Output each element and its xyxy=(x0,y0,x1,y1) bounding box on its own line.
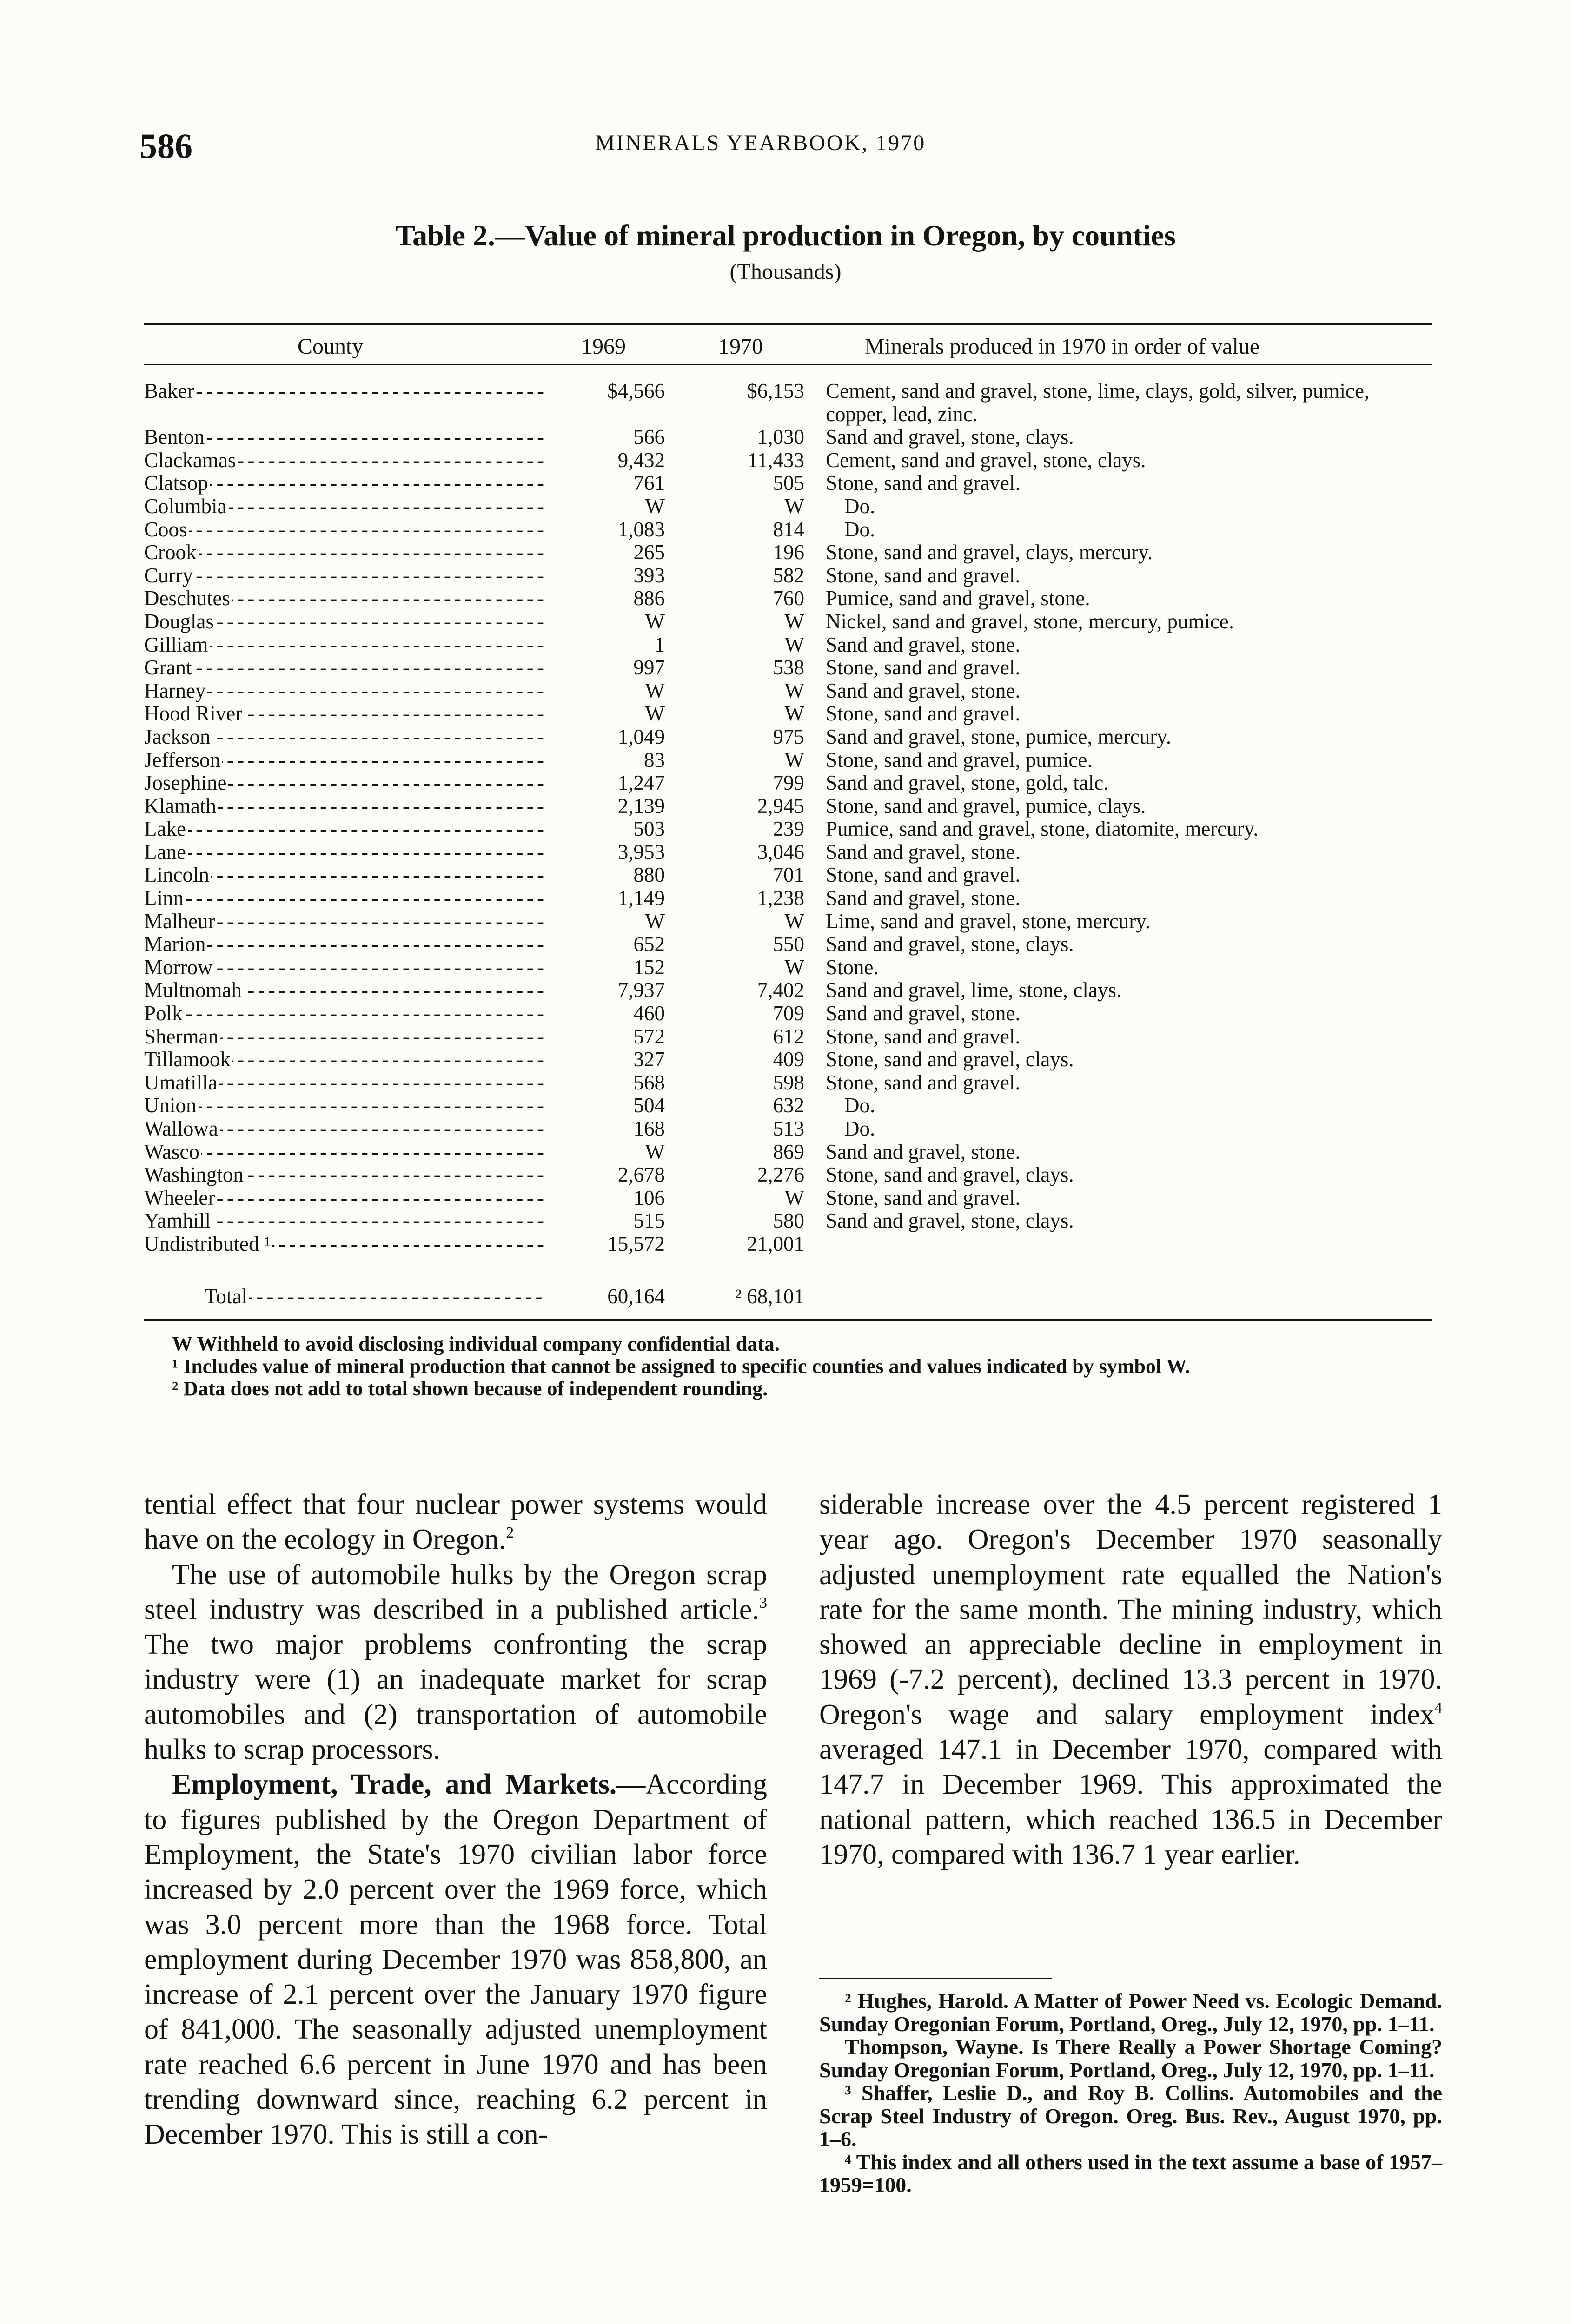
minerals-list: Sand and gravel, stone, clays. xyxy=(826,932,1074,956)
total-label: Total xyxy=(205,1285,249,1308)
page-number: 586 xyxy=(139,127,192,166)
table-row xyxy=(144,795,1432,818)
value-1969: 568 xyxy=(633,1070,665,1094)
minerals-list: Pumice, sand and gravel, stone. xyxy=(826,587,1090,610)
table-row xyxy=(144,541,1432,564)
table-row xyxy=(144,1071,1432,1095)
value-1969: W xyxy=(645,1140,665,1163)
table-bottom-rule xyxy=(144,1319,1432,1321)
county-name: Washington xyxy=(144,1163,245,1186)
table-row xyxy=(144,818,1432,841)
value-1969: 3,953 xyxy=(617,840,665,864)
county-name: Linn xyxy=(144,887,186,910)
county-name: Grant xyxy=(144,656,193,679)
table-header-rule xyxy=(144,364,1432,365)
table-row xyxy=(144,1094,1432,1117)
county-name: Columbia xyxy=(144,495,229,518)
minerals-list: Pumice, sand and gravel, stone, diatomite, mercury. xyxy=(826,817,1259,841)
county-name: Umatilla xyxy=(144,1071,219,1094)
county-name: Polk xyxy=(144,1002,185,1025)
minerals-list: Nickel, sand and gravel, stone, mercury, pumice. xyxy=(826,609,1234,633)
value-1970: W xyxy=(784,702,804,726)
paragraph: siderable increase over the 4.5 percent registered 1 year ago. Oregon's December 1970 seasonally adjusted unemployment rate equalled the Nation's rate for the same month. The mining industry, which showed an appreciable decline in employment in 1969 (-7.2 percent), declined 13.3 percent in 1970. Oregon's wage and salary employment index$^4$ averaged 147.1 in December 1970, compared with 147.7 in December 1969. This approximated the national pattern, which reached 136.5 in December 1970, compared with 136.7 1 year earlier. xyxy=(819,1489,1442,1870)
table-row xyxy=(144,933,1432,956)
paragraph: The use of automobile hulks by the Oregon scrap steel industry was described in a published article.$^3$ The two major problems confronting the scrap industry were (1) an inadequate market for scrap automobiles and (2) transportation of automobile hulks to scrap processors. xyxy=(144,1558,767,1766)
county-name: Douglas xyxy=(144,610,216,633)
minerals-list: Sand and gravel, stone. xyxy=(826,633,1021,656)
column-header-1969: 1969 xyxy=(581,334,626,359)
table-top-rule xyxy=(144,323,1432,325)
right-column xyxy=(819,1487,1442,1872)
value-1969: 15,572 xyxy=(607,1232,665,1255)
table-row xyxy=(144,1141,1432,1164)
table-row xyxy=(144,749,1432,772)
value-1970: W xyxy=(784,609,804,633)
total-1970: ² 68,101 xyxy=(735,1285,804,1308)
minerals-list: Do. xyxy=(844,494,875,518)
county-name: Coos xyxy=(144,518,189,541)
table-row xyxy=(144,1025,1432,1049)
value-1969: 152 xyxy=(633,955,665,979)
minerals-list: Stone, sand and gravel, pumice, clays. xyxy=(826,794,1146,818)
value-1970: W xyxy=(784,955,804,979)
value-1970: 2,276 xyxy=(757,1163,804,1187)
value-1969: 1,049 xyxy=(617,725,665,748)
value-1970: 975 xyxy=(773,725,804,748)
value-1969: 652 xyxy=(633,932,665,956)
value-1970: 21,001 xyxy=(747,1232,804,1255)
county-name: Benton xyxy=(144,426,206,449)
table-row xyxy=(144,587,1432,610)
footnote-ref: 4 xyxy=(1434,1699,1442,1717)
county-name: Lincoln xyxy=(144,864,211,886)
minerals-list: Sand and gravel, stone. xyxy=(826,840,1021,864)
county-name: Baker xyxy=(144,380,196,403)
value-1970: 701 xyxy=(773,863,804,887)
value-1969: 572 xyxy=(633,1024,665,1048)
county-name: Curry xyxy=(144,564,195,587)
value-1970: 760 xyxy=(773,587,804,610)
value-1969: 566 xyxy=(633,425,665,449)
minerals-list: Sand and gravel, stone, clays. xyxy=(826,425,1074,449)
table-row xyxy=(144,1048,1432,1071)
value-1969: $4,566 xyxy=(607,379,665,403)
county-name: Yamhill xyxy=(144,1209,212,1232)
table-units: (Thousands) xyxy=(729,259,842,284)
footnote: ² Hughes, Harold. A Matter of Power Need vs. Ecologic Demand. Sunday Oregonian Forum, Portland, Oreg., July 12, 1970, pp. 1–11. xyxy=(819,1989,1442,2036)
minerals-list: Sand and gravel, stone. xyxy=(826,1140,1021,1163)
minerals-list: Stone, sand and gravel. xyxy=(826,1024,1021,1048)
county-name: Morrow xyxy=(144,956,214,979)
county-name: Wasco xyxy=(144,1141,201,1163)
minerals-list: Cement, sand and gravel, stone, lime, clays, gold, silver, pumice, copper, lead, zinc. xyxy=(826,379,1370,426)
county-name: Wallowa xyxy=(144,1117,220,1140)
table-footnote: ² Data does not add to total shown because of independent rounding. xyxy=(172,1377,768,1400)
minerals-list: Stone, sand and gravel, clays. xyxy=(826,1163,1074,1187)
value-1970: 580 xyxy=(773,1209,804,1233)
county-name: Jackson xyxy=(144,726,212,748)
value-1970: W xyxy=(784,748,804,772)
table-row xyxy=(144,518,1432,541)
section-heading: Employment, Trade, and Markets. xyxy=(172,1769,617,1801)
value-1970: 2,945 xyxy=(757,794,804,818)
page-footnotes xyxy=(819,1989,1442,2197)
minerals-list: Sand and gravel, stone, pumice, mercury. xyxy=(826,725,1172,748)
county-name: Crook xyxy=(144,541,199,564)
county-name: Klamath xyxy=(144,795,218,818)
table-row xyxy=(144,1187,1432,1210)
value-1970: W xyxy=(784,679,804,702)
value-1970: 196 xyxy=(773,541,804,564)
table-row xyxy=(144,380,1432,426)
county-name: Union xyxy=(144,1094,199,1117)
value-1969: 504 xyxy=(633,1094,665,1117)
minerals-list: Stone, sand and gravel. xyxy=(826,563,1021,587)
county-name: Lake xyxy=(144,818,188,840)
table-row xyxy=(144,1117,1432,1141)
county-name: Tillamook xyxy=(144,1048,232,1071)
minerals-list: Cement, sand and gravel, stone, clays. xyxy=(826,448,1146,472)
value-1970: 11,433 xyxy=(747,448,804,472)
value-1969: W xyxy=(645,702,665,726)
value-1970: 598 xyxy=(773,1070,804,1094)
value-1970: 239 xyxy=(773,817,804,841)
footnote: ⁴ This index and all others used in the text assume a base of 1957–1959=100. xyxy=(819,2150,1442,2197)
value-1970: W xyxy=(784,494,804,518)
table-row xyxy=(144,1233,1432,1256)
value-1970: W xyxy=(784,633,804,656)
table-row xyxy=(144,772,1432,795)
footnote-ref: 2 xyxy=(506,1524,514,1542)
total-row xyxy=(144,1284,1432,1307)
minerals-list: Sand and gravel, stone. xyxy=(826,1002,1021,1025)
value-1970: 869 xyxy=(773,1140,804,1163)
value-1969: 9,432 xyxy=(617,448,665,472)
value-1969: 2,678 xyxy=(617,1163,665,1187)
value-1969: 880 xyxy=(633,863,665,887)
county-name: Gilliam xyxy=(144,634,210,656)
value-1970: 814 xyxy=(773,517,804,541)
minerals-list: Stone, sand and gravel. xyxy=(826,471,1021,495)
column-header-1970: 1970 xyxy=(718,334,763,359)
value-1970: W xyxy=(784,909,804,933)
table-row xyxy=(144,702,1432,726)
value-1970: 538 xyxy=(773,656,804,680)
table-row xyxy=(144,472,1432,495)
table-title: Table 2.—Value of mineral production in Oregon, by counties xyxy=(395,219,1176,252)
county-name: Malheur xyxy=(144,910,217,933)
table-footnote: ¹ Includes value of mineral production that cannot be assigned to specific counties and values indicated by symbol W. xyxy=(172,1355,1190,1378)
minerals-list: Stone. xyxy=(826,955,879,979)
value-1969: 1 xyxy=(654,633,665,656)
minerals-list: Lime, sand and gravel, stone, mercury. xyxy=(826,909,1151,933)
minerals-list: Sand and gravel, stone. xyxy=(826,886,1021,910)
value-1969: 997 xyxy=(633,656,665,680)
county-name: Clackamas xyxy=(144,449,238,472)
county-name: Marion xyxy=(144,933,207,956)
table-row xyxy=(144,495,1432,518)
minerals-list: Stone, sand and gravel, clays. xyxy=(826,1048,1074,1071)
minerals-list: Stone, sand and gravel. xyxy=(826,656,1021,680)
value-1970: 1,030 xyxy=(757,425,804,449)
value-1969: 106 xyxy=(633,1186,665,1209)
value-1969: W xyxy=(645,679,665,702)
value-1970: 1,238 xyxy=(757,886,804,910)
table-row xyxy=(144,956,1432,979)
table-row xyxy=(144,426,1432,449)
value-1970: 582 xyxy=(773,563,804,587)
footnote-ref: 3 xyxy=(759,1594,767,1612)
value-1970: 550 xyxy=(773,932,804,956)
value-1969: 393 xyxy=(633,563,665,587)
county-name: Lane xyxy=(144,841,188,864)
paragraph: Employment, Trade, and Markets.—According to figures published by the Oregon Department of Employment, the State's 1970 civilian labor force increased by 2.0 percent over the 1969 force, which was 3.0 percent more than the 1968 force. Total employment during December 1970 was 858,800, an increase of 2.1 percent over the January 1970 figure of 841,000. The seasonally adjusted unemployment rate reached 6.6 percent in June 1970 and has been trending downward since, reaching 6.2 percent in December 1970. This is still a con- xyxy=(144,1769,767,2151)
value-1970: $6,153 xyxy=(747,379,804,403)
table-row xyxy=(144,449,1432,472)
table-footnote: W Withheld to avoid disclosing individual company confidential data. xyxy=(172,1333,780,1355)
value-1970: W xyxy=(784,1186,804,1209)
county-name: Sherman xyxy=(144,1025,220,1048)
value-1969: W xyxy=(645,909,665,933)
value-1969: 168 xyxy=(633,1117,665,1140)
table-row xyxy=(144,564,1432,588)
value-1970: 7,402 xyxy=(757,978,804,1002)
value-1969: 265 xyxy=(633,541,665,564)
minerals-list: Sand and gravel, stone. xyxy=(826,679,1021,702)
table-footnotes xyxy=(144,1333,1441,1400)
minerals-list: Sand and gravel, lime, stone, clays. xyxy=(826,978,1122,1002)
value-1969: 460 xyxy=(633,1002,665,1025)
column-header-minerals: Minerals produced in 1970 in order of value xyxy=(865,334,1260,359)
minerals-list: Stone, sand and gravel. xyxy=(826,1186,1021,1209)
footnote-rule xyxy=(819,1978,1052,1979)
table-row xyxy=(144,1002,1432,1025)
minerals-list: Stone, sand and gravel. xyxy=(826,702,1021,726)
table-row xyxy=(144,1209,1432,1233)
county-name: Hood River xyxy=(144,702,244,725)
table-row xyxy=(144,656,1432,680)
value-1969: 761 xyxy=(633,471,665,495)
table-row xyxy=(144,841,1432,864)
column-header-county: County xyxy=(298,334,364,359)
table-row xyxy=(144,680,1432,703)
value-1969: W xyxy=(645,609,665,633)
minerals-list: Stone, sand and gravel, clays, mercury. xyxy=(826,541,1153,564)
value-1969: 2,139 xyxy=(617,794,665,818)
county-name: Jefferson xyxy=(144,749,222,772)
value-1969: 886 xyxy=(633,587,665,610)
value-1970: 612 xyxy=(773,1024,804,1048)
value-1969: 1,083 xyxy=(617,517,665,541)
county-name: Deschutes xyxy=(144,587,232,610)
value-1969: 1,149 xyxy=(617,886,665,910)
county-name: Undistributed ¹ xyxy=(144,1233,272,1255)
value-1970: 409 xyxy=(773,1048,804,1071)
minerals-list: Do. xyxy=(844,517,875,541)
county-name: Harney xyxy=(144,680,207,702)
value-1970: 709 xyxy=(773,1002,804,1025)
table-row xyxy=(144,887,1432,910)
value-1969: 1,247 xyxy=(617,771,665,795)
table-row xyxy=(144,864,1432,887)
minerals-list: Do. xyxy=(844,1117,875,1140)
county-name: Josephine xyxy=(144,772,228,794)
county-name: Wheeler xyxy=(144,1187,217,1209)
value-1969: 515 xyxy=(633,1209,665,1233)
county-name: Multnomah xyxy=(144,979,244,1002)
county-name: Clatsop xyxy=(144,472,210,495)
table-row xyxy=(144,726,1432,749)
table-row xyxy=(144,634,1432,657)
footnote: ³ Shaffer, Leslie D., and Roy B. Collins. Automobiles and the Scrap Steel Industry of Oregon. Oreg. Bus. Rev., August 1970, pp. 1–6. xyxy=(819,2081,1442,2151)
value-1969: W xyxy=(645,494,665,518)
left-column xyxy=(144,1487,767,2152)
value-1970: 632 xyxy=(773,1094,804,1117)
minerals-list: Stone, sand and gravel. xyxy=(826,863,1021,887)
value-1970: 513 xyxy=(773,1117,804,1140)
minerals-list: Do. xyxy=(844,1094,875,1117)
footnote: Thompson, Wayne. Is There Really a Power Shortage Coming? Sunday Oregonian Forum, Portland, Oreg., July 12, 1970, pp. 1–11. xyxy=(819,2035,1442,2082)
value-1970: 3,046 xyxy=(757,840,804,864)
table-row xyxy=(144,610,1432,634)
paragraph: tential effect that four nuclear power systems would have on the ecology in Oregon.$^2$ xyxy=(144,1489,767,1556)
value-1969: 7,937 xyxy=(617,978,665,1002)
table-row xyxy=(144,979,1432,1002)
minerals-list: Sand and gravel, stone, gold, talc. xyxy=(826,771,1109,795)
value-1969: 503 xyxy=(633,817,665,841)
minerals-list: Sand and gravel, stone, clays. xyxy=(826,1209,1074,1233)
minerals-list: Stone, sand and gravel, pumice. xyxy=(826,748,1093,772)
table-row xyxy=(144,910,1432,933)
value-1969: 83 xyxy=(644,748,665,772)
value-1969: 327 xyxy=(633,1048,665,1071)
value-1970: 799 xyxy=(773,771,804,795)
value-1970: 505 xyxy=(773,471,804,495)
table-row xyxy=(144,1163,1432,1187)
table-body xyxy=(144,380,1432,1256)
total-1969: 60,164 xyxy=(607,1285,665,1308)
minerals-list: Stone, sand and gravel. xyxy=(826,1070,1021,1094)
running-head: MINERALS YEARBOOK, 1970 xyxy=(595,131,926,155)
